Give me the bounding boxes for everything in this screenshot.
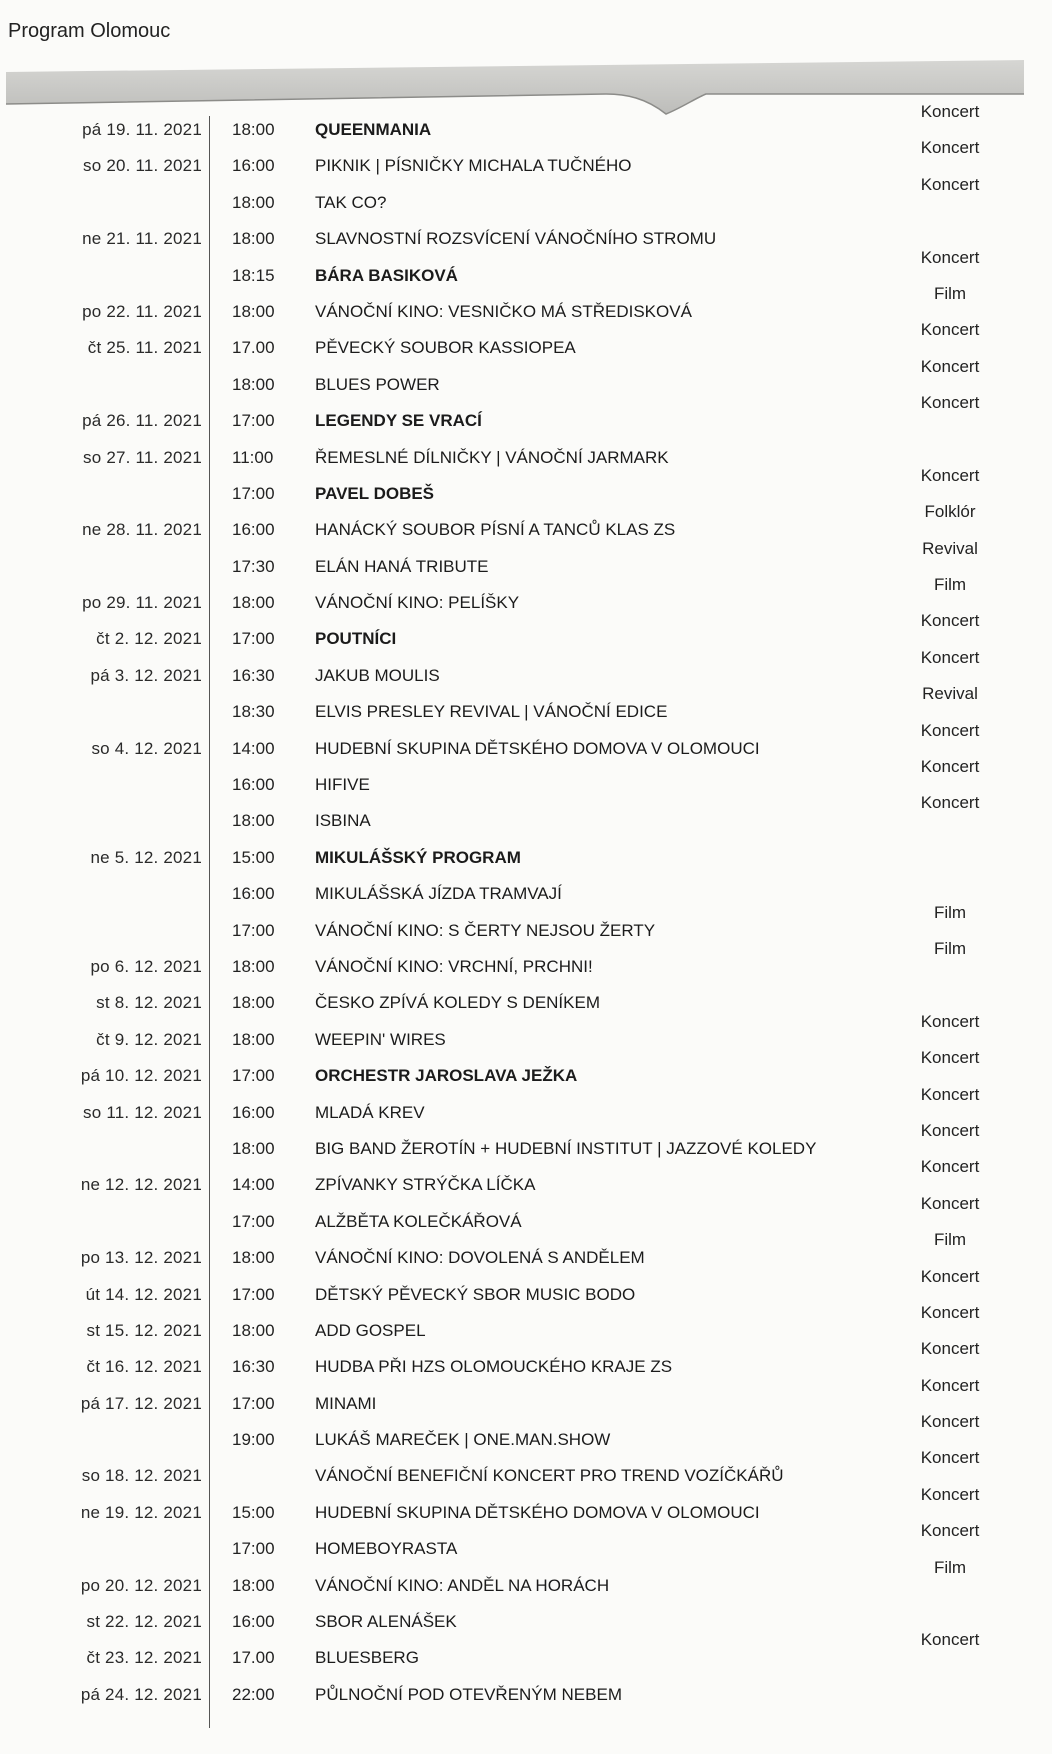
event-row bbox=[0, 647, 1052, 694]
event-title: BLUES POWER bbox=[315, 374, 440, 394]
event-time: 18:00 bbox=[232, 1320, 275, 1340]
event-time: 16:00 bbox=[232, 1612, 275, 1632]
event-date: pá 17. 12. 2021 bbox=[80, 1393, 202, 1413]
event-time: 18:00 bbox=[232, 374, 275, 394]
event-row bbox=[0, 1412, 1052, 1458]
event-row bbox=[0, 938, 1052, 985]
event-row bbox=[0, 1448, 1052, 1494]
event-time: 18:00 bbox=[232, 1138, 275, 1158]
event-row bbox=[0, 757, 1052, 803]
event-time: 17:00 bbox=[232, 1066, 275, 1086]
event-date: st 22. 12. 2021 bbox=[86, 1612, 202, 1632]
page-title: Program Olomouc bbox=[8, 20, 171, 42]
event-category: Folklór bbox=[924, 502, 976, 522]
event-row bbox=[0, 1375, 1052, 1422]
event-title: DĚTSKÝ PĚVECKÝ SBOR MUSIC BODO bbox=[315, 1284, 636, 1304]
event-date: po 22. 11. 2021 bbox=[82, 301, 202, 321]
event-title: ISBINA bbox=[315, 811, 371, 831]
event-category: Koncert bbox=[920, 757, 980, 777]
event-title: VÁNOČNÍ KINO: PELÍŠKY bbox=[315, 593, 520, 613]
event-title: BIG BAND ŽEROTÍN + HUDEBNÍ INSTITUT | JAZZOVÉ KOLEDY bbox=[315, 1138, 817, 1158]
event-title: ORCHESTR JAROSLAVA JEŽKA bbox=[315, 1066, 578, 1086]
event-date: so 4. 12. 2021 bbox=[91, 738, 202, 758]
event-row bbox=[0, 1084, 1052, 1131]
event-row bbox=[0, 876, 1052, 912]
event-title: SBOR ALENÁŠEK bbox=[315, 1612, 457, 1632]
event-time: 19:00 bbox=[232, 1430, 275, 1450]
event-title: ŘEMESLNÉ DÍLNIČKY | VÁNOČNÍ JARMARK bbox=[315, 447, 669, 467]
header-band bbox=[6, 58, 1024, 116]
event-category: Film bbox=[933, 938, 967, 958]
event-date: čt 9. 12. 2021 bbox=[96, 1029, 202, 1049]
event-title: VÁNOČNÍ KINO: ANDĚL NA HORÁCH bbox=[315, 1575, 610, 1595]
event-category: Koncert bbox=[920, 1302, 980, 1322]
event-row bbox=[0, 575, 1052, 621]
event-row bbox=[0, 1266, 1052, 1313]
event-category: Koncert bbox=[920, 1048, 980, 1068]
event-time: 18:15 bbox=[232, 265, 275, 285]
event-time: 17:30 bbox=[232, 556, 275, 576]
event-date: po 13. 12. 2021 bbox=[80, 1248, 202, 1268]
event-time: 11:00 bbox=[232, 447, 274, 467]
event-date: čt 2. 12. 2021 bbox=[96, 629, 202, 649]
event-category: Koncert bbox=[920, 1157, 980, 1177]
event-category: Koncert bbox=[920, 1412, 980, 1432]
event-category: Koncert bbox=[920, 1448, 980, 1468]
event-title: HIFIVE bbox=[315, 775, 370, 795]
event-title: ČESKO ZPÍVÁ KOLEDY S DENÍKEM bbox=[315, 993, 600, 1013]
event-time: 15:00 bbox=[232, 1502, 275, 1522]
event-category: Koncert bbox=[920, 647, 980, 667]
event-category: Koncert bbox=[920, 465, 980, 485]
event-title: VÁNOČNÍ KINO: VESNIČKO MÁ STŘEDISKOVÁ bbox=[315, 301, 692, 321]
event-category: Koncert bbox=[920, 174, 980, 194]
event-time: 18:00 bbox=[232, 956, 275, 976]
event-time: 18:00 bbox=[232, 593, 275, 613]
event-title: LEGENDY SE VRACÍ bbox=[315, 411, 482, 431]
event-time: 18:00 bbox=[232, 1575, 275, 1595]
event-row bbox=[0, 684, 1052, 730]
event-row bbox=[0, 102, 1052, 148]
event-title: MINAMI bbox=[315, 1393, 377, 1413]
event-time: 17:00 bbox=[232, 629, 275, 649]
event-row bbox=[0, 611, 1052, 657]
event-category: Koncert bbox=[920, 1630, 980, 1650]
event-row bbox=[0, 1157, 1052, 1203]
event-title: PŮLNOČNÍ POD OTEVŘENÝM NEBEM bbox=[315, 1684, 622, 1704]
event-row bbox=[0, 1557, 1052, 1604]
event-row bbox=[0, 985, 1052, 1021]
event-title: VÁNOČNÍ BENEFIČNÍ KONCERT PRO TREND VOZÍČKÁŘŮ bbox=[315, 1466, 784, 1486]
event-row bbox=[0, 720, 1052, 767]
event-row bbox=[0, 1521, 1052, 1567]
event-category: Koncert bbox=[920, 320, 980, 340]
event-date: so 20. 11. 2021 bbox=[83, 156, 202, 176]
event-time: 17:00 bbox=[232, 1539, 275, 1559]
event-time: 14:00 bbox=[232, 738, 275, 758]
event-title: PAVEL DOBEŠ bbox=[315, 483, 435, 503]
event-date: so 11. 12. 2021 bbox=[83, 1102, 202, 1122]
event-row bbox=[0, 793, 1052, 839]
event-row bbox=[0, 902, 1052, 949]
event-row bbox=[0, 247, 1052, 294]
event-time: 16:00 bbox=[232, 884, 275, 904]
event-category: Koncert bbox=[920, 720, 980, 740]
event-time: 18:30 bbox=[232, 702, 275, 722]
event-date: čt 25. 11. 2021 bbox=[87, 338, 202, 358]
event-date: pá 19. 11. 2021 bbox=[82, 120, 202, 139]
event-title: PIKNIK | PÍSNIČKY MICHALA TUČNÉHO bbox=[315, 156, 632, 176]
event-time: 18:00 bbox=[232, 993, 275, 1013]
event-row bbox=[0, 1302, 1052, 1349]
event-date: pá 24. 12. 2021 bbox=[80, 1684, 202, 1704]
event-row bbox=[0, 1048, 1052, 1094]
event-date: po 29. 11. 2021 bbox=[82, 593, 202, 613]
event-time: 16:00 bbox=[232, 520, 275, 540]
event-category: Koncert bbox=[920, 247, 980, 267]
event-time: 17:00 bbox=[232, 920, 275, 940]
event-time: 16:30 bbox=[232, 665, 275, 685]
event-title: MIKULÁŠSKÁ JÍZDA TRAMVAJÍ bbox=[315, 884, 562, 904]
event-category: Koncert bbox=[920, 393, 980, 413]
event-row bbox=[0, 1011, 1052, 1058]
event-row bbox=[0, 174, 1052, 221]
event-title: VÁNOČNÍ KINO: VRCHNÍ, PRCHNI! bbox=[315, 956, 593, 976]
event-category: Koncert bbox=[920, 1484, 980, 1504]
event-time: 18:00 bbox=[232, 1029, 275, 1049]
event-date: pá 26. 11. 2021 bbox=[82, 411, 202, 431]
event-title: HUDBA PŘI HZS OLOMOUCKÉHO KRAJE ZS bbox=[315, 1357, 673, 1377]
event-category: Koncert bbox=[920, 102, 980, 121]
event-row bbox=[0, 283, 1052, 330]
event-time: 17.00 bbox=[232, 338, 275, 358]
event-date: čt 23. 12. 2021 bbox=[86, 1648, 202, 1668]
event-row bbox=[0, 502, 1052, 548]
event-category: Koncert bbox=[920, 1084, 980, 1104]
event-date: ne 21. 11. 2021 bbox=[82, 229, 202, 249]
event-time: 17.00 bbox=[232, 1648, 275, 1668]
event-title: POUTNÍCI bbox=[315, 629, 397, 649]
event-title: ADD GOSPEL bbox=[315, 1320, 426, 1340]
event-time: 17:00 bbox=[232, 1284, 275, 1304]
event-time: 22:00 bbox=[232, 1684, 275, 1704]
event-category: Koncert bbox=[920, 138, 980, 158]
event-date: út 14. 12. 2021 bbox=[85, 1284, 202, 1304]
event-time: 17:00 bbox=[232, 483, 275, 503]
event-date: ne 12. 12. 2021 bbox=[80, 1175, 202, 1195]
event-title: ZPÍVANKY STRÝČKA LÍČKA bbox=[315, 1175, 536, 1195]
event-title: JAKUB MOULIS bbox=[315, 665, 440, 685]
event-title: BÁRA BASIKOVÁ bbox=[315, 265, 458, 285]
event-row bbox=[0, 1677, 1052, 1713]
event-row bbox=[0, 1484, 1052, 1531]
event-category: Revival bbox=[922, 538, 978, 558]
event-category: Film bbox=[933, 1557, 967, 1577]
event-row bbox=[0, 1230, 1052, 1276]
event-category: Revival bbox=[922, 684, 978, 704]
event-category: Koncert bbox=[920, 1375, 980, 1395]
event-title: WEEPIN' WIRES bbox=[315, 1029, 446, 1049]
event-category: Koncert bbox=[920, 1120, 980, 1140]
event-time: 18:00 bbox=[232, 1248, 275, 1268]
event-date: ne 19. 12. 2021 bbox=[80, 1502, 202, 1522]
event-row bbox=[0, 320, 1052, 366]
event-row bbox=[0, 440, 1052, 476]
event-time: 18:00 bbox=[232, 229, 275, 249]
event-time: 18:00 bbox=[232, 301, 275, 321]
event-date: po 20. 12. 2021 bbox=[80, 1575, 202, 1595]
event-date: so 27. 11. 2021 bbox=[83, 447, 202, 467]
event-time: 16:30 bbox=[232, 1357, 275, 1377]
event-time: 18:00 bbox=[232, 192, 275, 212]
event-date: so 18. 12. 2021 bbox=[81, 1466, 202, 1486]
event-date: ne 5. 12. 2021 bbox=[90, 847, 202, 867]
event-title: ALŽBĚTA KOLEČKÁŘOVÁ bbox=[315, 1211, 522, 1231]
event-category: Koncert bbox=[920, 1193, 980, 1213]
event-category: Koncert bbox=[920, 1521, 980, 1541]
event-category: Film bbox=[933, 1230, 967, 1250]
event-title: QUEENMANIA bbox=[315, 120, 432, 139]
event-category: Film bbox=[933, 902, 967, 922]
event-row bbox=[0, 1630, 1052, 1676]
event-title: ELÁN HANÁ TRIBUTE bbox=[315, 556, 489, 576]
event-category: Koncert bbox=[920, 793, 980, 813]
event-time: 17:00 bbox=[232, 411, 275, 431]
event-row bbox=[0, 393, 1052, 439]
event-date: ne 28. 11. 2021 bbox=[82, 520, 202, 540]
event-title: HANÁCKÝ SOUBOR PÍSNÍ A TANCŮ KLAS ZS bbox=[315, 520, 676, 540]
event-date: st 8. 12. 2021 bbox=[96, 993, 202, 1013]
event-title: BLUESBERG bbox=[315, 1648, 419, 1668]
event-category: Koncert bbox=[920, 1266, 980, 1286]
event-title: ELVIS PRESLEY REVIVAL | VÁNOČNÍ EDICE bbox=[315, 702, 668, 722]
event-time: 18:00 bbox=[232, 811, 275, 831]
event-row bbox=[0, 221, 1052, 257]
event-title: HOMEBOYRASTA bbox=[315, 1539, 458, 1559]
event-time: 16:00 bbox=[232, 156, 275, 176]
event-title: TAK CO? bbox=[315, 192, 387, 212]
event-title: HUDEBNÍ SKUPINA DĚTSKÉHO DOMOVA V OLOMOUCI bbox=[315, 738, 760, 758]
event-row bbox=[0, 1193, 1052, 1240]
event-row bbox=[0, 138, 1052, 184]
event-title: LUKÁŠ MAREČEK | ONE.MAN.SHOW bbox=[315, 1430, 611, 1450]
event-row bbox=[0, 465, 1052, 512]
event-title: PĚVECKÝ SOUBOR KASSIOPEA bbox=[315, 338, 576, 358]
event-row bbox=[0, 356, 1052, 403]
event-time: 16:00 bbox=[232, 775, 275, 795]
event-title: SLAVNOSTNÍ ROZSVÍCENÍ VÁNOČNÍHO STROMU bbox=[315, 229, 717, 249]
event-category: Film bbox=[933, 575, 967, 595]
event-date: čt 16. 12. 2021 bbox=[86, 1357, 202, 1377]
event-time: 14:00 bbox=[232, 1175, 275, 1195]
event-time: 17:00 bbox=[232, 1211, 275, 1231]
program-list bbox=[0, 102, 1052, 1713]
event-date: po 6. 12. 2021 bbox=[90, 956, 202, 976]
event-title: MIKULÁŠSKÝ PROGRAM bbox=[315, 847, 521, 867]
event-row bbox=[0, 1339, 1052, 1385]
event-category: Koncert bbox=[920, 356, 980, 376]
event-category: Koncert bbox=[920, 611, 980, 631]
event-date: pá 3. 12. 2021 bbox=[90, 665, 202, 685]
event-row bbox=[0, 1120, 1052, 1167]
event-category: Koncert bbox=[920, 1339, 980, 1359]
event-time: 15:00 bbox=[232, 847, 275, 867]
event-category: Koncert bbox=[920, 1011, 980, 1031]
event-date: st 15. 12. 2021 bbox=[86, 1320, 202, 1340]
event-title: VÁNOČNÍ KINO: DOVOLENÁ S ANDĚLEM bbox=[315, 1248, 645, 1268]
event-time: 17:00 bbox=[232, 1393, 275, 1413]
event-category: Film bbox=[933, 283, 967, 303]
event-row bbox=[0, 1604, 1052, 1640]
event-time: 18:00 bbox=[232, 120, 275, 139]
event-title: VÁNOČNÍ KINO: S ČERTY NEJSOU ŽERTY bbox=[315, 920, 656, 940]
event-date: pá 10. 12. 2021 bbox=[80, 1066, 202, 1086]
event-title: MLADÁ KREV bbox=[315, 1102, 425, 1122]
event-row bbox=[0, 840, 1052, 876]
event-title: HUDEBNÍ SKUPINA DĚTSKÉHO DOMOVA V OLOMOUCI bbox=[315, 1502, 760, 1522]
event-time: 16:00 bbox=[232, 1102, 275, 1122]
event-row bbox=[0, 538, 1052, 585]
